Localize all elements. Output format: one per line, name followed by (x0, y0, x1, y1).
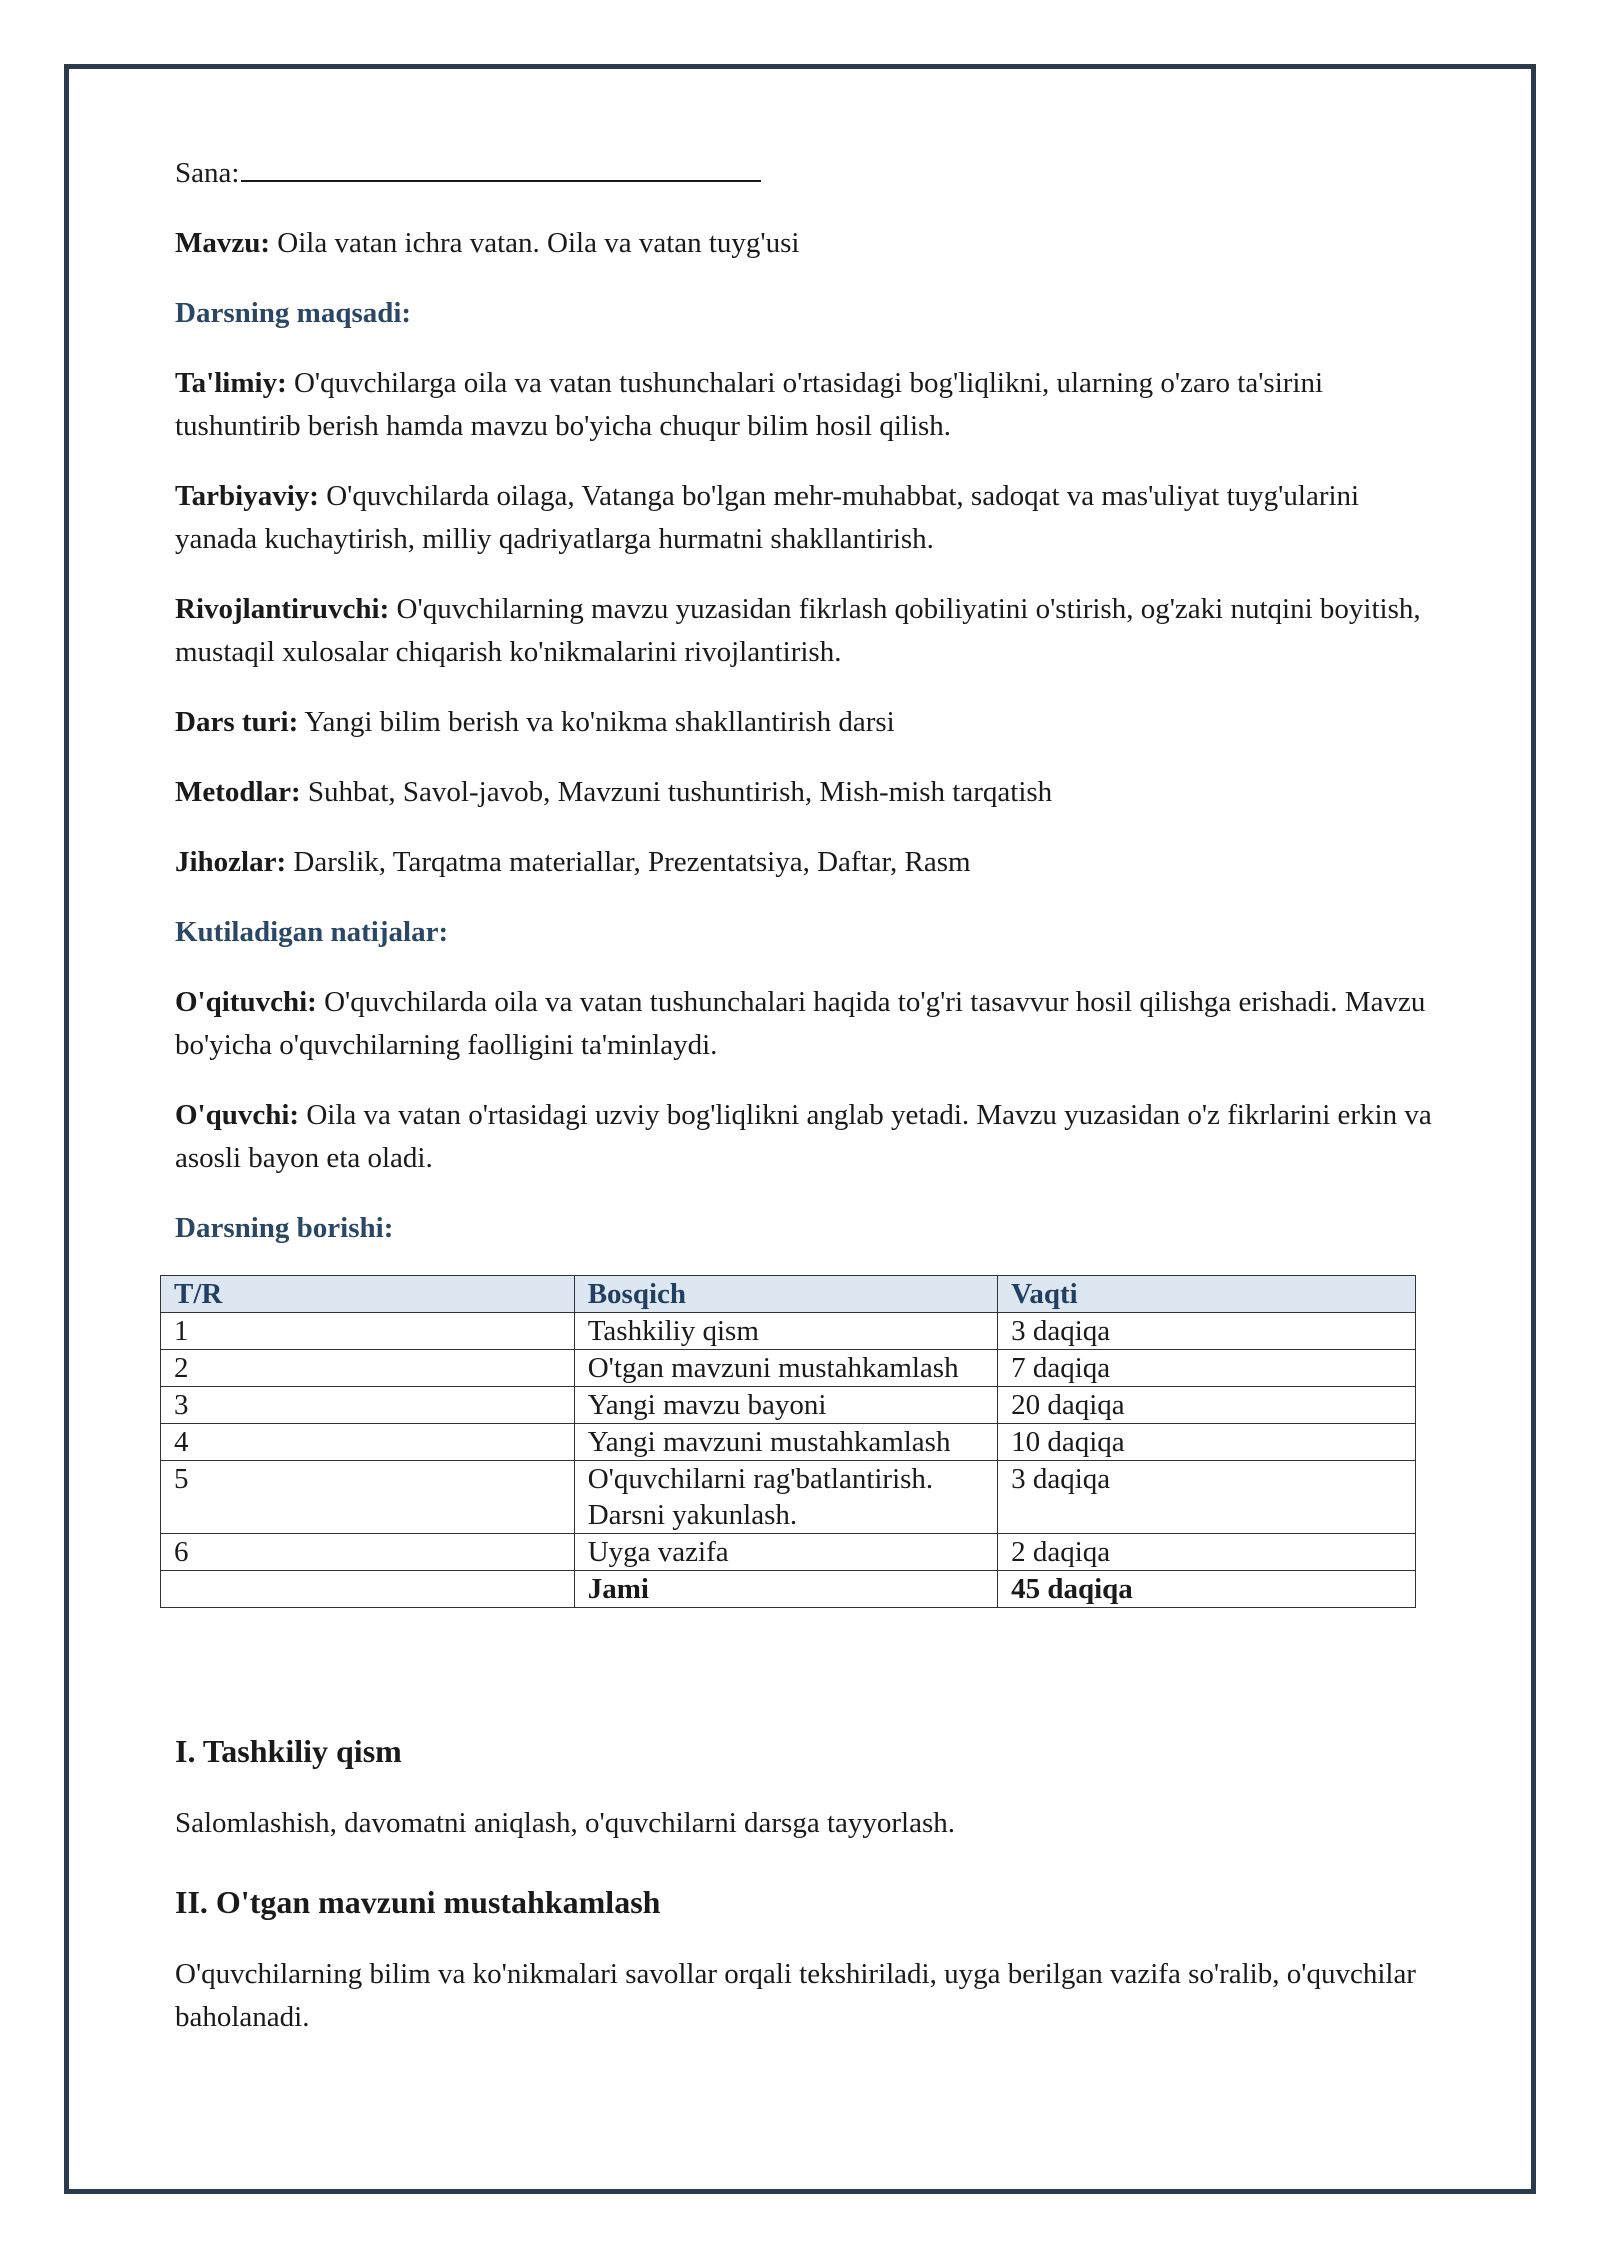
table-cell-number: 4 (161, 1424, 575, 1461)
equipment-text: Darslik, Tarqatma materiallar, Prezentatsiya, Daftar, Rasm (286, 846, 971, 878)
outcome-teacher-text: O'quvchilarda oila va vatan tushunchalari haqida to'g'ri tasavvur hosil qilishga erishadi. Mavzu bo'yicha o'quvchilarning faolligini ta'minlaydi. (175, 986, 1426, 1061)
table-cell-number: 1 (161, 1313, 575, 1350)
date-blank (241, 150, 761, 182)
topic-text: Oila vatan ichra vatan. Oila va vatan tuyg'usi (270, 227, 800, 259)
goal-developmental (175, 588, 1440, 674)
table-cell-time: 3 daqiqa (998, 1313, 1416, 1350)
section2-heading: II. O'tgan mavzuni mustahkamlash (175, 1884, 661, 1920)
lesson-flow-heading: Darsning borishi: (175, 1212, 394, 1244)
table-cell-time: 2 daqiqa (998, 1534, 1416, 1571)
table-row (161, 1534, 1416, 1571)
lesson-sections (175, 1728, 1440, 2073)
section1-text: Salomlashish, davomatni aniqlash, o'quvchilarni darsga tayyorlash. (175, 1807, 956, 1839)
table-header-time: Vaqti (998, 1276, 1416, 1313)
table-total-number (161, 1571, 575, 1608)
outcome-student (175, 1094, 1440, 1180)
methods-text: Suhbat, Savol-javob, Mavzuni tushuntirish, Mish-mish tarqatish (300, 776, 1053, 808)
table-cell-stage: O'tgan mavzuni mustahkamlash (574, 1350, 997, 1387)
equipment-label: Jihozlar: (175, 846, 287, 878)
goal-upbringing (175, 475, 1440, 561)
table-cell-time: 7 daqiqa (998, 1350, 1416, 1387)
topic (175, 222, 1440, 265)
table-cell-stage: Yangi mavzuni mustahkamlash (574, 1424, 997, 1461)
goals-heading: Darsning maqsadi: (175, 297, 412, 329)
table-header-row (161, 1276, 1416, 1313)
table-cell-stage: Yangi mavzu bayoni (574, 1387, 997, 1424)
table-cell-time: 20 daqiqa (998, 1387, 1416, 1424)
table-total-label: Jami (574, 1571, 997, 1608)
table-total-row (161, 1571, 1416, 1608)
lesson-type-label: Dars turi: (175, 706, 299, 738)
section1-heading: I. Tashkiliy qism (175, 1733, 402, 1769)
table-header-stage: Bosqich (574, 1276, 997, 1313)
table-cell-time: 3 daqiqa (998, 1461, 1416, 1534)
table-total-time: 45 daqiqa (998, 1571, 1416, 1608)
methods-label: Metodlar: (175, 776, 301, 808)
goal-educational (175, 362, 1440, 448)
outcome-teacher (175, 981, 1440, 1067)
date-line (175, 150, 1440, 195)
table-cell-number: 3 (161, 1387, 575, 1424)
table-header-number: T/R (161, 1276, 575, 1313)
table-row (161, 1387, 1416, 1424)
table-row (161, 1424, 1416, 1461)
lesson-type-text: Yangi bilim berish va ko'nikma shakllantirish darsi (298, 706, 895, 738)
table-cell-number: 6 (161, 1534, 575, 1571)
table-row (161, 1350, 1416, 1387)
table-cell-number: 2 (161, 1350, 575, 1387)
lesson-type (175, 701, 1440, 744)
table-row (161, 1461, 1416, 1534)
goal-upbringing-label: Tarbiyaviy: (175, 480, 319, 512)
goal-educational-label: Ta'limiy: (175, 367, 287, 399)
section2-text: O'quvchilarning bilim va ko'nikmalari savollar orqali tekshiriladi, uyga berilgan vazifa so'ralib, o'quvchilar baholanadi. (175, 1958, 1416, 2033)
lesson-flow-table (160, 1275, 1416, 1608)
outcome-student-text: Oila va vatan o'rtasidagi uzviy bog'liqlikni anglab yetadi. Mavzu yuzasidan o'z fikrlarini erkin va asosli bayon eta oladi. (175, 1099, 1432, 1174)
table-row (161, 1313, 1416, 1350)
table-cell-stage: Tashkiliy qism (574, 1313, 997, 1350)
methods (175, 771, 1440, 814)
lesson-plan-header (175, 150, 1440, 1277)
equipment (175, 841, 1440, 884)
outcome-student-label: O'quvchi: (175, 1099, 300, 1131)
outcomes-heading: Kutiladigan natijalar: (175, 916, 449, 948)
table-cell-time: 10 daqiqa (998, 1424, 1416, 1461)
goal-developmental-label: Rivojlantiruvchi: (175, 593, 390, 625)
table-cell-number: 5 (161, 1461, 575, 1534)
date-label: Sana: (175, 157, 240, 189)
outcome-teacher-label: O'qituvchi: (175, 986, 317, 1018)
goal-upbringing-text: O'quvchilarda oilaga, Vatanga bo'lgan mehr-muhabbat, sadoqat va mas'uliyat tuyg'ularini yanada kuchaytirish, milliy qadriyatlarga hurmatni shakllantirish. (175, 480, 1360, 555)
goal-developmental-text: O'quvchilarning mavzu yuzasidan fikrlash qobiliyatini o'stirish, og'zaki nutqini boyitish, mustaqil xulosalar chiqarish ko'nikmalarini rivojlantirish. (175, 593, 1421, 668)
table-cell-stage: O'quvchilarni rag'batlantirish. Darsni yakunlash. (574, 1461, 997, 1534)
goal-educational-text: O'quvchilarga oila va vatan tushunchalari o'rtasidagi bog'liqlikni, ularning o'zaro ta'sirini tushuntirib berish hamda mavzu bo'yicha chuqur bilim hosil qilish. (175, 367, 1324, 442)
table-cell-stage: Uyga vazifa (574, 1534, 997, 1571)
topic-label: Mavzu: (175, 227, 271, 259)
